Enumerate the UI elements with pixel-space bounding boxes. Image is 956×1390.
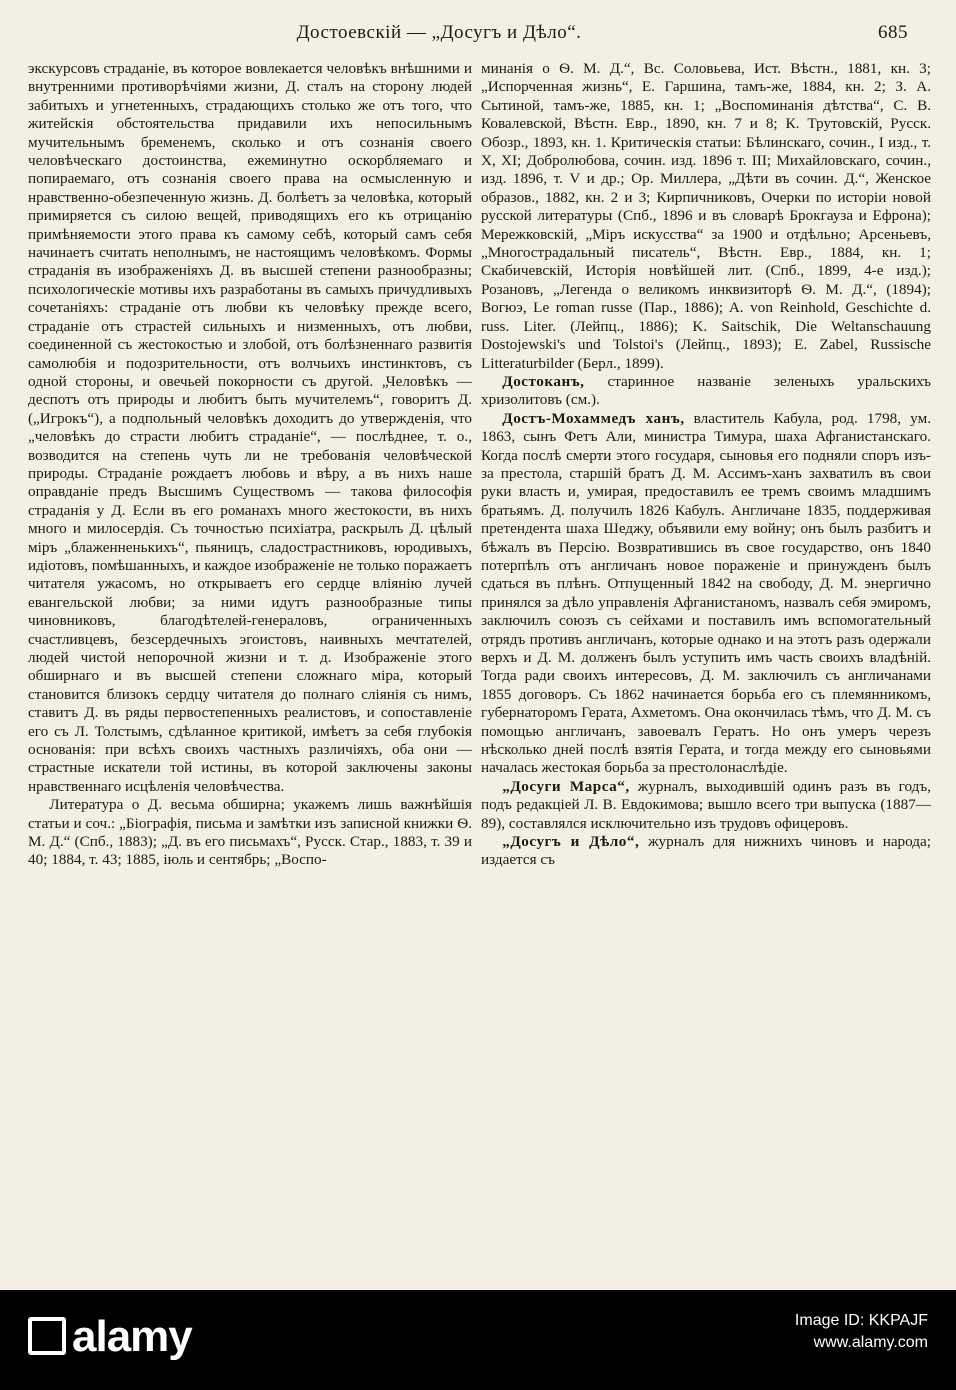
entry-headword: Достоканъ, — [502, 372, 585, 390]
body-paragraph: экскурсовъ страданiе, въ которое вовлекается человѣкъ внѣшними и внутренними противорѣчiями жизни, Д. сталъ на сторону людей забитыхъ и угнетенныхъ, страдающихъ столько же отъ того, что житейскiя обстоятельства придавили ихъ непосильнымъ мучительнымъ бременемъ, сколько и отъ сознанiя своего человѣческаго достоинства, ежеминутно оскорбляемаго и попираемаго, отъ сознанiя своего права на осмысленную и нравственно-обезпеченную жизнь. Д. болѣетъ за человѣка, который примиряется съ силою вещей, приводящихъ его къ отрицанiю примѣняемости этого права къ самому себѣ, который самъ себя начинаетъ считать неполнымъ, не настоящимъ человѣкомъ. Формы страданiя въ изображенiяхъ Д. въ высшей степени разнообразны; психологическiе мотивы ихъ разработаны въ самыхъ причудливыхъ сочетанiяхъ: страданiе отъ любви къ человѣку прежде всего, страданiе отъ страстей сильныхъ и низменныхъ, отъ любви, соединенной съ жестокостью и злобой, отъ болѣзненнаго развитiя самолюбiя и подозрительности, отъ волчьихъ инстинктовъ, съ одной стороны, и овечьей покорности съ другой. „Человѣкъ — деспотъ отъ природы и любитъ быть мучителемъ“, говоритъ Д. („Игрокъ“), а подпольный человѣкъ доходитъ до утвержденiя, что „человѣкъ до страсти любитъ страданiе“, — послѣднее, т. о., возводится на степень чуть ли не требованiя человѣческой природы. Страданiе рождаетъ любовь и вѣру, а въ нихъ наше оправданiе предъ Высшимъ Существомъ — такова философiя страданiя у Д. Если въ его романахъ много жестокости, въ нихъ много и милосердiя. Съ точностью психiатра, раскрылъ Д. цѣлый мiръ „блаженненькихъ“, пьяницъ, сладострастниковъ, юродивыхъ, идiотовъ, помѣшанныхъ, и каждое изображенiе не только поражаетъ читателя ужасомъ, но открываетъ его сердце влiянiю лучей евангельской любви; за ними идутъ разнообразные типы чиновниковъ, благодѣтелей-генераловъ, ограниченныхъ счастливцевъ, безсердечныхъ эгоистовъ, наивныхъ мечтателей, людей чистой непорочной жизни и т. д. Изображенiе этого обширнаго и въ высшей степени сложнаго мiра, который становится близокъ сердцу читателя до полнаго слiянiя съ нимъ, ставитъ Д. въ ряды первостепенныхъ реалистовъ, и сопоставленiе его съ Л. Толстымъ, сдѣланное критикой, имѣетъ за себя глубокiя основанiя: при всѣхъ своихъ частныхъ различiяхъ, оба они — страстные искатели той истины, въ которой заключены законы нравственнаго исцѣленiя человѣчества. — [28, 60, 472, 795]
image-id: Image ID: KKPAJF — [794, 1312, 928, 1329]
brand-logo — [28, 1312, 192, 1362]
entry-dost-mohammed — [481, 410, 931, 778]
entry-text: старинное названiе зеленыхъ уральскихъ хризолитовъ (см.). — [481, 372, 931, 409]
entry-dosug-i-delo — [481, 833, 931, 870]
entry-dostokan — [481, 373, 931, 410]
watermark-footer — [0, 1290, 956, 1390]
site-url[interactable]: www.alamy.com — [813, 1334, 928, 1351]
right-column — [481, 60, 931, 870]
entry-text: властитель Кабула, род. 1798, ум. 1863, сынъ Фетъ Али, министра Тимура, шаха Афганистанскаго. Когда послѣ смерти этого государя, сыновья его подняли споръ изъ-за престола, старшiй братъ Д. М. Ассимъ-ханъ захватилъ въ свои руки власть и, умирая, предоставилъ ее тремъ своимъ младшимъ братьямъ. Д. получилъ 1826 Кабулъ. Англичане 1835, поддерживая претендента шаха Шеджу, объявили ему войну; онъ былъ разбитъ и бѣжалъ въ Персiю. Возвратившись въ свое государство, онъ 1840 потерпѣлъ отъ англичанъ новое пораженiе и принужденъ былъ сдаться въ плѣнъ. Отпущенный 1842 на свободу, Д. М. энергично принялся за дѣло управленiя Афганистаномъ, назвалъ себя эмиромъ, заключилъ союзъ съ сейхами и поставилъ имъ вспомогательный отрядъ противъ англичанъ, которые однако и на этотъ разъ одержали верхъ и Д. М. долженъ былъ уступить имъ часть своихъ владѣнiй. Тогда ради своихъ интересовъ, Д. М. заключилъ съ англичанами 1855 договоръ. Съ 1862 начинается борьба его съ племянникомъ, губернаторомъ Герата, Ахметомъ. Она окончилась тѣмъ, что Д. М. съ помощью англичанъ, завоевалъ Гератъ. Но онъ умеръ черезъ нѣсколько дней послѣ взятiя Герата, и тогда между его сыновьями началась жестокая борьба за престолонаслѣдiе. — [481, 409, 931, 777]
running-head — [30, 18, 908, 48]
running-title: Достоевскiй — „Досугъ и Дѣло“. — [296, 22, 582, 43]
entry-headword: Достъ-Мохаммедъ ханъ, — [502, 409, 685, 427]
entry-dosugi-marsa — [481, 778, 931, 833]
logo-square-icon — [28, 1317, 66, 1355]
entry-headword: „Досуги Марса“, — [502, 777, 630, 795]
entry-headword: „Досугъ и Дѣло“, — [502, 833, 640, 851]
footer-info — [795, 1310, 928, 1354]
page-number: 685 — [878, 22, 908, 43]
literature-paragraph: Литература о Д. весьма обширна; укажемъ лишь важнѣйшiя статьи и соч.: „Бiографiя, письма и замѣтки изъ записной книжки Ѳ. М. Д.“ (Спб., 1883); „Д. въ его письмахъ“, Русск. Стар., 1883, т. 39 и 40; 1884, т. 43; 1885, iюль и сентябрь; „Воспо- — [28, 796, 472, 869]
entry-text: журналъ для нижнихъ чиновъ и народа; издается съ — [481, 833, 931, 869]
brand-name: alamy — [72, 1312, 192, 1361]
entry-text: журналъ, выходившiй одинъ разъ въ годъ, подъ редакцiей Л. В. Евдокимова; вышло всего три выпуска (1887—89), составлялся исключительно изъ трудовъ офицеровъ. — [481, 777, 931, 832]
left-column — [28, 60, 472, 870]
literature-continuation: минанiя о Ѳ. М. Д.“, Вс. Соловьева, Ист. Вѣстн., 1881, кн. 3; „Испорченная жизнь“, Е. Гаршина, тамъ-же, 1884, кн. 2; З. А. Сытиной, тамъ-же, 1885, кн. 1; „Воспоминанiя дѣтства“, С. В. Ковалевской, Вѣстн. Евр., 1890, кн. 7 и 8; К. Трутовскiй, Русск. Обозр., 1893, кн. 1. Критическiя статьи: Бѣлинскаго, сочин., I изд., т. X, XI; Добролюбова, сочин. изд. 1896 т. III; Михайловскаго, сочин., изд. 1896, т. V и др.; Ор. Миллера, „Дѣти въ сочин. Д.“, Женское образов., 1882, кн. 2 и 3; Кирпичниковъ, Очерки по исторiи новой русской литературы (Спб., 1896 и въ словарѣ Брокгауза и Ефрона); Мережковскiй, „Мiръ искусства“ за 1900 и отдѣльно; Арсеньевъ, „Многострадальный писатель“, Вѣстн. Евр., 1884, кн. 1; Скабичевскiй, Исторiя новѣйшей лит. (Спб., 1899, 4-е изд.); Розановъ, „Легенда о великомъ инквизиторѣ Ѳ. М. Д.“, (1894); Вогюэ, Le roman russe (Пар., 1886); A. von Reinhold, Geschichte d. russ. Liter. (Лейпц., 1886); K. Saitschik, Die Weltanschauung Dostojewski's und Tolstoi's (Лейпц., 1893); E. Zabel, Russische Litteraturbilder (Берл., 1899). — [481, 60, 931, 372]
